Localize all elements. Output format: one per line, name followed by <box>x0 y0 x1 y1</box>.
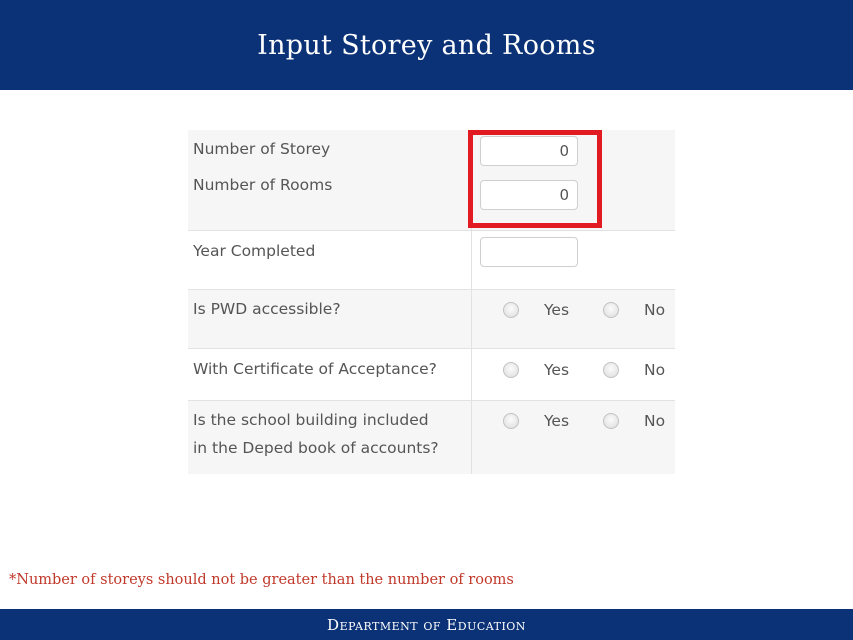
page-title: Input Storey and Rooms <box>257 29 596 61</box>
pwd-no-radio[interactable] <box>603 302 619 318</box>
pwd-yes-radio[interactable] <box>503 302 519 318</box>
book-of-accounts-label-line1: Is the school building included <box>193 411 429 429</box>
footer-bar <box>0 609 853 640</box>
year-completed-row <box>188 231 675 290</box>
column-divider <box>471 401 472 474</box>
book-of-accounts-label-line2: in the Deped book of accounts? <box>193 439 439 457</box>
pwd-yes-label[interactable]: Yes <box>544 301 570 319</box>
certificate-row <box>188 349 675 401</box>
certificate-yes-radio[interactable] <box>503 362 519 378</box>
book-of-accounts-yes-label[interactable]: Yes <box>544 412 570 430</box>
storey-label: Number of Storey <box>193 140 331 158</box>
pwd-no-label[interactable]: No <box>644 301 666 319</box>
header-bar <box>0 0 853 90</box>
column-divider <box>471 349 472 400</box>
book-of-accounts-row <box>188 401 675 474</box>
validation-note: *Number of storeys should not be greater than the number of rooms <box>9 572 514 588</box>
year-completed-input[interactable] <box>480 237 578 267</box>
pwd-row <box>188 290 675 349</box>
certificate-yes-label[interactable]: Yes <box>544 361 570 379</box>
column-divider <box>471 290 472 348</box>
rooms-label: Number of Rooms <box>193 176 333 194</box>
certificate-no-label[interactable]: No <box>644 361 666 379</box>
book-of-accounts-no-label[interactable]: No <box>644 412 666 430</box>
year-completed-label: Year Completed <box>193 242 316 260</box>
certificate-no-radio[interactable] <box>603 362 619 378</box>
book-of-accounts-yes-radio[interactable] <box>503 413 519 429</box>
footer-text: Department of Education <box>327 615 526 634</box>
highlight-box <box>468 130 602 228</box>
column-divider <box>471 231 472 289</box>
book-of-accounts-no-radio[interactable] <box>603 413 619 429</box>
pwd-label: Is PWD accessible? <box>193 300 341 318</box>
certificate-label: With Certificate of Acceptance? <box>193 360 437 378</box>
